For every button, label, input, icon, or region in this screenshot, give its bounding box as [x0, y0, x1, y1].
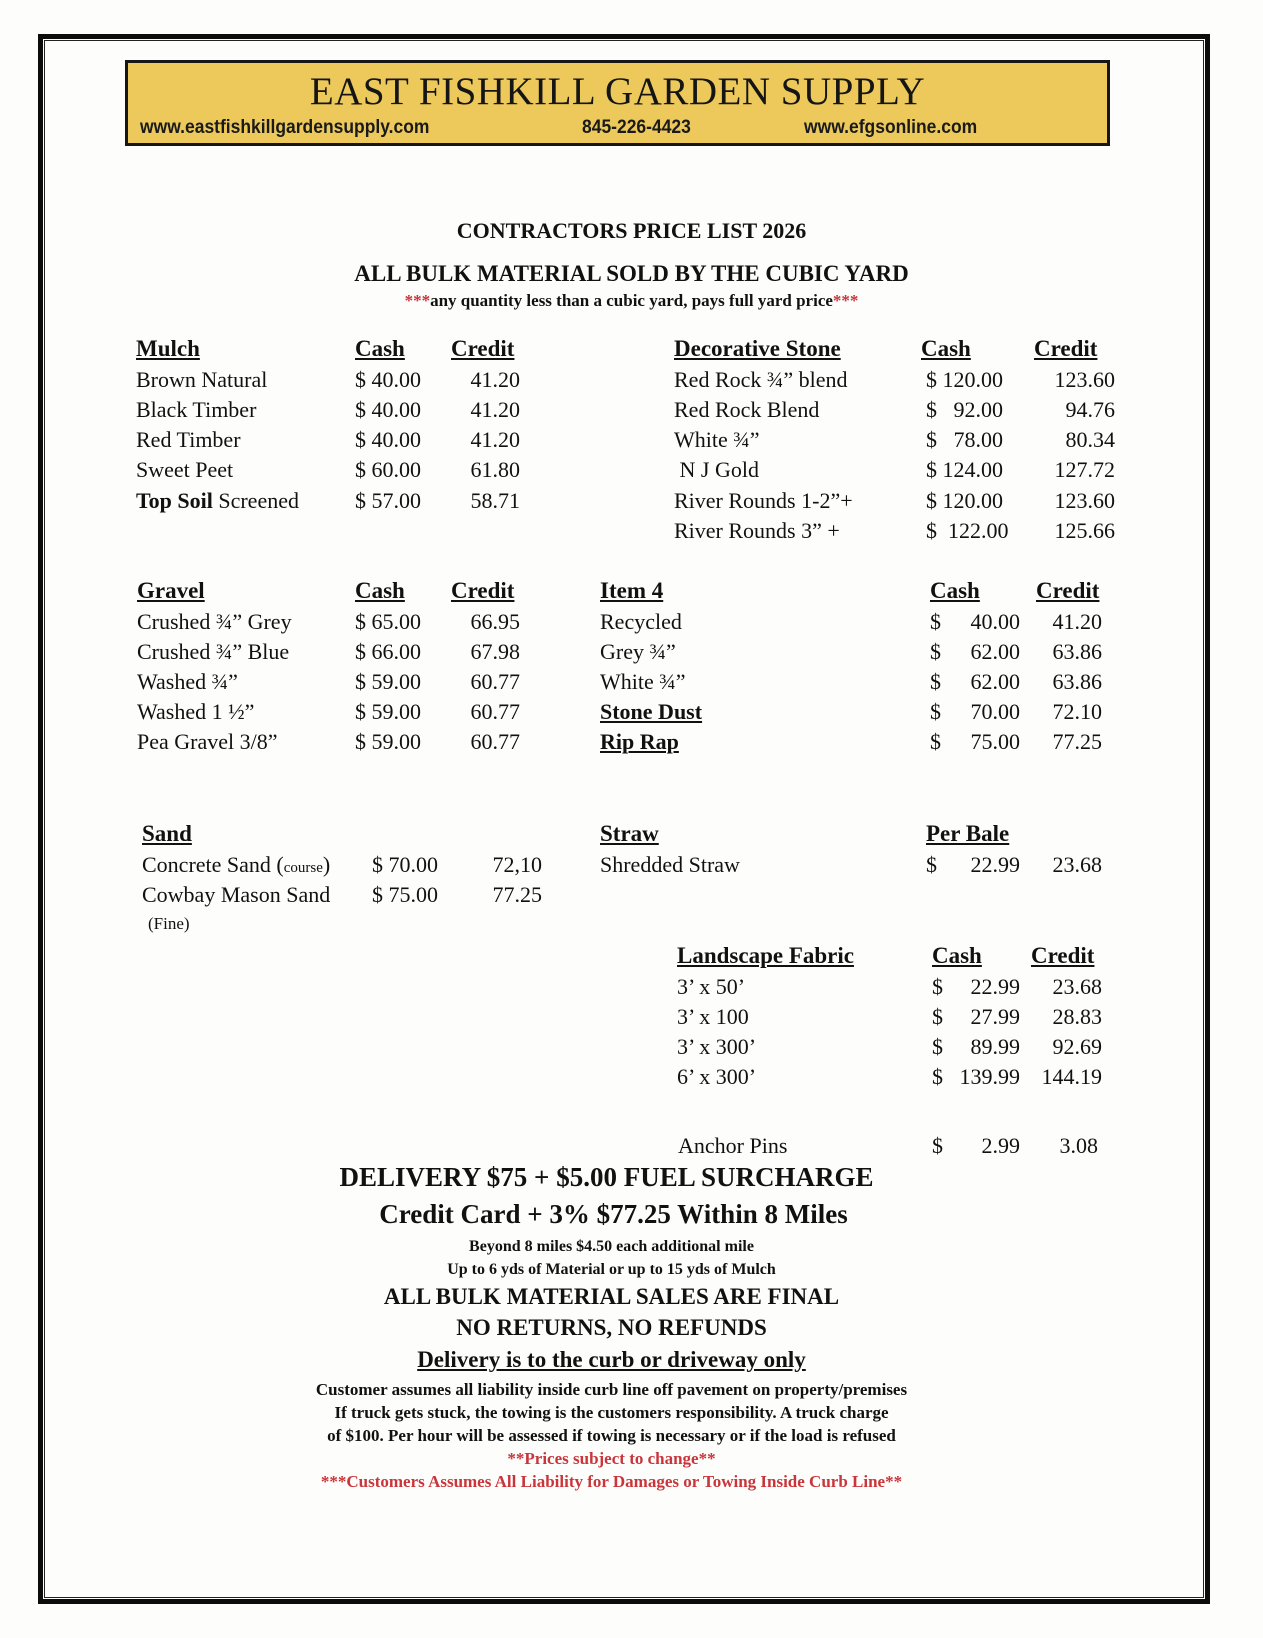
cash-price: $ 124.00	[926, 457, 1003, 482]
cash-header: Cash	[355, 578, 405, 603]
cash-price: $ 78.00	[926, 427, 1003, 452]
credit-price: 67.98	[470, 639, 520, 664]
liability-line-1: Customer assumes all liability inside curb line off pavement on property/premises	[315, 1380, 908, 1399]
cash-header: Cash	[930, 578, 980, 603]
item-name: River Rounds 3” +	[674, 518, 840, 543]
cash-price: $ 40.00	[355, 367, 421, 392]
cash-header: Cash	[921, 336, 971, 361]
credit-price: 41.20	[1052, 609, 1102, 634]
dollar-sign: $	[932, 1034, 943, 1059]
cash-price: 2.99	[981, 1133, 1020, 1158]
credit-price: 77.25	[492, 882, 542, 907]
credit-price: 58.71	[470, 488, 520, 513]
section-title: Decorative Stone	[674, 336, 841, 361]
credit-price: 60.77	[470, 669, 520, 694]
cash-price: $ 40.00	[355, 397, 421, 422]
item-name: Red Timber	[136, 427, 241, 452]
cash-price: 62.00	[970, 639, 1020, 664]
section-title: Mulch	[136, 336, 200, 361]
dollar-sign: $	[930, 699, 941, 724]
item-name: Cowbay Mason Sand	[142, 882, 331, 907]
credit-price: 127.72	[1054, 457, 1115, 482]
item-name: White ¾”	[674, 427, 760, 452]
item-name: Washed ¾”	[137, 669, 238, 694]
credit-price: 60.77	[470, 729, 520, 754]
item-name: Concrete Sand (course)	[142, 852, 331, 877]
cash-header: Cash	[355, 336, 405, 361]
item-name: Red Rock ¾” blend	[674, 367, 848, 392]
item-name: Recycled	[600, 609, 682, 634]
credit-price: 72.10	[1052, 699, 1102, 724]
credit-price: 77.25	[1052, 729, 1102, 754]
price-header: Per Bale	[926, 821, 1010, 846]
no-returns: NO RETURNS, NO REFUNDS	[456, 1315, 767, 1340]
cash-header: Cash	[932, 943, 982, 968]
cash-price: 70.00	[970, 699, 1020, 724]
credit-header: Credit	[451, 336, 515, 361]
item-name: Brown Natural	[136, 367, 268, 392]
item-name: Grey ¾”	[600, 639, 676, 664]
item-name: Top Soil Screened	[136, 488, 299, 513]
credit-price: 80.34	[1065, 427, 1115, 452]
credit-header: Credit	[1034, 336, 1098, 361]
prices-subject-to-change: **Prices subject to change**	[507, 1449, 716, 1468]
company-name: EAST FISHKILL GARDEN SUPPLY	[309, 70, 926, 113]
dollar-sign: $	[930, 639, 941, 664]
item-name: Anchor Pins	[678, 1133, 788, 1158]
cash-price: 22.99	[970, 974, 1020, 999]
item-name: White ¾”	[600, 669, 686, 694]
credit-price: 60.77	[470, 699, 520, 724]
cash-price: $ 59.00	[355, 669, 421, 694]
credit-price: 63.86	[1052, 639, 1102, 664]
section-title: Landscape Fabric	[677, 943, 854, 968]
item-name: 6’ x 300’	[677, 1064, 757, 1089]
delivery-curb-note: Delivery is to the curb or driveway only	[417, 1347, 806, 1372]
price-list-title: CONTRACTORS PRICE LIST 2026	[456, 218, 807, 243]
cash-price: $ 59.00	[355, 699, 421, 724]
cash-price: $ 70.00	[372, 852, 438, 877]
cash-price: $ 92.00	[926, 397, 1003, 422]
credit-price: 92.69	[1052, 1034, 1102, 1059]
credit-price: 125.66	[1054, 518, 1115, 543]
credit-price: 41.20	[470, 397, 520, 422]
dollar-sign: $	[932, 1064, 943, 1089]
credit-price: 41.20	[470, 367, 520, 392]
delivery-fee: DELIVERY $75 + $5.00 FUEL SURCHARGE	[339, 1162, 874, 1192]
beyond-miles-note: Beyond 8 miles $4.50 each additional mile	[469, 1238, 754, 1255]
item-name: Shredded Straw	[600, 852, 740, 877]
credit-price: 41.20	[470, 427, 520, 452]
credit-price: 28.83	[1052, 1004, 1102, 1029]
cash-price: $ 66.00	[355, 639, 421, 664]
cash-price: $ 120.00	[926, 367, 1003, 392]
cash-price: 62.00	[970, 669, 1020, 694]
credit-price: 66.95	[470, 609, 520, 634]
credit-header: Credit	[1031, 943, 1095, 968]
cash-price: $ 75.00	[372, 882, 438, 907]
item-name: 3’ x 300’	[677, 1034, 757, 1059]
cash-price: $ 40.00	[355, 427, 421, 452]
item-subtext: (Fine)	[148, 914, 190, 933]
credit-price: 123.60	[1054, 367, 1115, 392]
bulk-heading: ALL BULK MATERIAL SOLD BY THE CUBIC YARD	[354, 261, 909, 286]
dollar-sign: $	[932, 1133, 943, 1158]
item-name: 3’ x 50’	[677, 974, 746, 999]
cash-price: 139.99	[959, 1064, 1020, 1089]
cash-price: 40.00	[970, 609, 1020, 634]
item-name: Pea Gravel 3/8”	[137, 729, 278, 754]
credit-price: 3.08	[1059, 1133, 1098, 1158]
dollar-sign: $	[932, 974, 943, 999]
cash-price: 89.99	[970, 1034, 1020, 1059]
cash-price: $ 65.00	[355, 609, 421, 634]
item-name: Sweet Peet	[136, 457, 234, 482]
credit-price: 94.76	[1065, 397, 1115, 422]
section-title: Item 4	[600, 578, 664, 603]
item-name: Rip Rap	[600, 729, 679, 754]
cash-price: $ 59.00	[355, 729, 421, 754]
item-name: N J Gold	[674, 457, 759, 482]
item-name: Black Timber	[136, 397, 257, 422]
item-name: Crushed ¾” Blue	[137, 639, 290, 664]
liability-line-2: If truck gets stuck, the towing is the customers responsibility. A truck charge	[334, 1403, 889, 1422]
dollar-sign: $	[930, 729, 941, 754]
website-link-primary[interactable]: www.eastfishkillgardensupply.com	[140, 117, 430, 138]
credit-price: 123.60	[1054, 488, 1115, 513]
sales-final: ALL BULK MATERIAL SALES ARE FINAL	[383, 1284, 840, 1309]
website-link-secondary[interactable]: www.efgsonline.com	[804, 117, 978, 138]
credit-price: 61.80	[470, 457, 520, 482]
cash-price: $ 120.00	[926, 488, 1003, 513]
item-name: Stone Dust	[600, 699, 703, 724]
credit-price: 72,10	[492, 852, 542, 877]
cash-price: 27.99	[970, 1004, 1020, 1029]
phone-number: 845-226-4423	[582, 117, 691, 138]
credit-header: Credit	[1036, 578, 1100, 603]
dollar-sign: $	[930, 609, 941, 634]
section-title: Straw	[600, 821, 659, 846]
credit-header: Credit	[451, 578, 515, 603]
section-title: Gravel	[137, 578, 205, 603]
max-load-note: Up to 6 yds of Material or up to 15 yds of Mulch	[447, 1261, 776, 1278]
credit-price: 144.19	[1041, 1064, 1102, 1089]
dollar-sign: $	[926, 852, 937, 877]
cash-price: 22.99	[970, 852, 1020, 877]
credit-card-fee: Credit Card + 3% $77.25 Within 8 Miles	[379, 1199, 848, 1229]
cash-price: $ 60.00	[355, 457, 421, 482]
cash-price: 75.00	[970, 729, 1020, 754]
credit-price: 23.68	[1052, 974, 1102, 999]
quantity-note: ***any quantity less than a cubic yard, pays full yard price***	[404, 291, 859, 310]
credit-price: 63.86	[1052, 669, 1102, 694]
section-title: Sand	[142, 821, 192, 846]
credit-price: 23.68	[1052, 852, 1102, 877]
cash-price: $ 57.00	[355, 488, 421, 513]
cash-price: $ 122.00	[926, 518, 1009, 543]
item-name: River Rounds 1-2”+	[674, 488, 853, 513]
item-name: Red Rock Blend	[674, 397, 820, 422]
dollar-sign: $	[932, 1004, 943, 1029]
customer-liability-warning: ***Customers Assumes All Liability for Damages or Towing Inside Curb Line**	[320, 1472, 903, 1491]
item-name: 3’ x 100	[677, 1004, 749, 1029]
item-name: Washed 1 ½”	[137, 699, 255, 724]
item-name: Crushed ¾” Grey	[137, 609, 292, 634]
header-banner	[125, 60, 1110, 146]
liability-line-3: of $100. Per hour will be assessed if towing is necessary or if the load is refused	[327, 1426, 896, 1445]
dollar-sign: $	[930, 669, 941, 694]
